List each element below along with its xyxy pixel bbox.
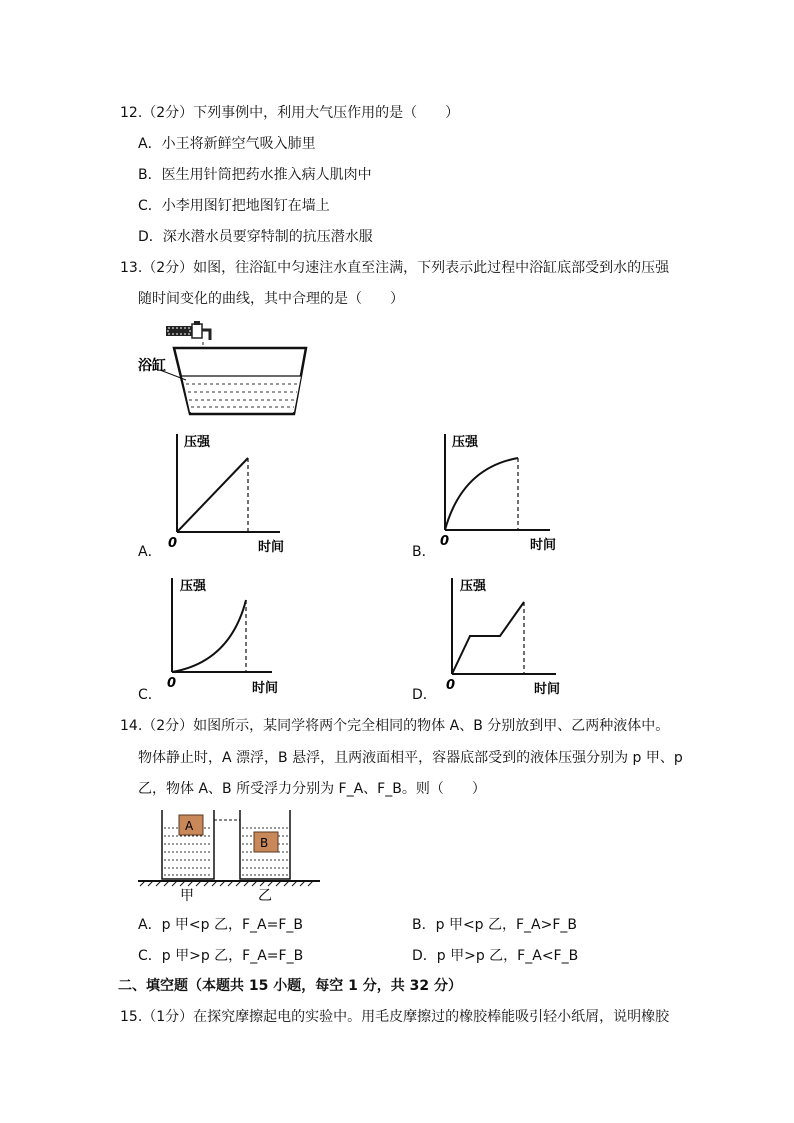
q13-stem-line1: 13.（2分）如图，往浴缸中匀速注水直至注满，下列表示此过程中浴缸底部受到水的压强 [120, 260, 670, 276]
graph-c [160, 572, 290, 702]
graph-c-curve [172, 600, 246, 672]
q14-stem-line1: 14.（2分）如图所示，某同学将两个完全相同的物体 A、B 分别放到甲、乙两种液体中。 [120, 718, 670, 734]
graph-a-origin: 0 [168, 536, 178, 551]
faucet-icon [166, 321, 210, 340]
q13-stem-line2: 随时间变化的曲线，其中合理的是（ ） [138, 291, 404, 307]
graph-a-x-label: 时间 [258, 540, 285, 555]
graph-d-curve [452, 602, 524, 674]
bathtub-figure [130, 318, 310, 420]
graph-b-curve [445, 458, 518, 530]
graph-d-origin: 0 [446, 678, 456, 693]
q14-stem-line3: 乙，物体 A、B 所受浮力分别为 F_A、F_B。则（ ） [138, 781, 486, 797]
graph-b-origin: 0 [440, 534, 450, 549]
bathtub-label: 浴缸 [138, 358, 166, 374]
q14-option-d: D．p 甲>p 乙，F_A<F_B [412, 948, 579, 964]
graph-b-letter: B． [412, 544, 436, 560]
q14-option-a: A．p 甲<p 乙，F_A=F_B [138, 917, 303, 933]
graph-d-x-label: 时间 [534, 682, 561, 697]
section-2-title: 二、填空题（本题共 15 小题，每空 1 分，共 32 分） [118, 978, 462, 994]
object-b-label: B [260, 836, 269, 850]
graph-c-x-label: 时间 [252, 681, 279, 696]
q14-option-b: B．p 甲<p 乙，F_A>F_B [412, 917, 578, 933]
q14-stem-line2: 物体静止时，A 漂浮，B 悬浮，且两液面相平，容器底部受到的液体压强分别为 p 甲、p [138, 750, 683, 766]
graph-d-letter: D． [412, 687, 437, 703]
q12-stem: 12.（2分）下列事例中，利用大气压作用的是（ ） [120, 105, 460, 121]
graph-a-letter: A． [138, 544, 162, 560]
object-a-label: A [185, 819, 194, 833]
q12-option-c: C．小李用图钉把地图钉在墙上 [138, 198, 330, 214]
container-left-label: 甲 [180, 888, 194, 904]
q12-option-b: B．医生用针筒把药水推入病人肌肉中 [138, 167, 372, 183]
containers-figure [134, 806, 334, 906]
q14-option-c: C．p 甲>p 乙，F_A=F_B [138, 948, 304, 964]
graph-b-x-label: 时间 [530, 538, 557, 553]
graph-a-curve [177, 458, 248, 532]
graph-d-y-label: 压强 [460, 579, 487, 594]
graph-c-letter: C． [138, 687, 162, 703]
graph-a [160, 428, 290, 558]
q12-option-d: D．深水潜水员要穿特制的抗压潜水服 [138, 229, 373, 245]
graph-b-y-label: 压强 [452, 435, 479, 450]
graph-a-y-label: 压强 [184, 435, 211, 450]
q15-stem: 15.（1分）在探究摩擦起电的实验中。用毛皮摩擦过的橡胶棒能吸引轻小纸屑，说明橡胶 [120, 1009, 670, 1025]
graph-c-y-label: 压强 [180, 579, 207, 594]
graph-b [432, 428, 562, 558]
graph-c-origin: 0 [167, 676, 177, 691]
graph-d [432, 572, 562, 702]
q12-option-a: A．小王将新鲜空气吸入肺里 [138, 136, 316, 152]
container-right-label: 乙 [258, 888, 272, 904]
